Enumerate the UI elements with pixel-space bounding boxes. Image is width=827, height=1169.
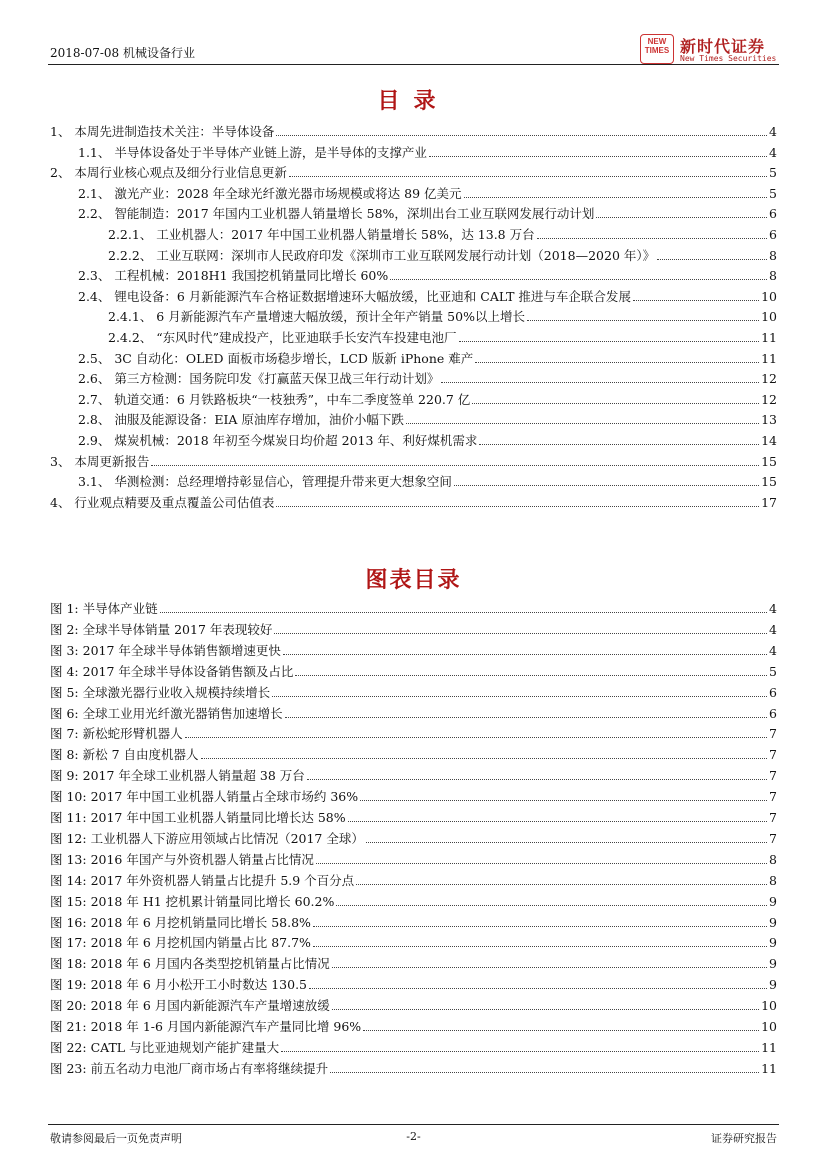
figure-entry-page: 9 xyxy=(769,977,777,993)
figure-entry-text: 图 3: 2017 年全球半导体销售额增速更快 xyxy=(50,642,281,658)
dot-leader xyxy=(406,423,759,424)
figure-entry[interactable] xyxy=(50,764,777,784)
figure-entry-text: 图 9: 2017 年全球工业机器人销量超 38 万台 xyxy=(50,768,305,784)
figure-entry-page: 9 xyxy=(769,893,777,909)
toc-entry-page: 5 xyxy=(769,185,777,201)
figure-entry[interactable] xyxy=(50,743,777,763)
dot-leader xyxy=(185,737,767,738)
toc-entry-page: 8 xyxy=(769,268,777,284)
dot-leader xyxy=(464,197,768,198)
dot-leader xyxy=(360,800,767,801)
toc-entry[interactable] xyxy=(78,388,777,408)
toc-entry-text: 2.4、 锂电设备：6 月新能源汽车合格证数据增速环大幅放缓，比亚迪和 CALT 推进与车企联合发展 xyxy=(78,288,631,304)
figure-entry-text: 图 10: 2017 年中国工业机器人销量占全球市场约 36% xyxy=(50,789,359,805)
figure-entry-page: 7 xyxy=(769,768,777,784)
toc-entry-text: 1、 本周先进制造技术关注：半导体设备 xyxy=(50,124,275,139)
toc-entry-text: 2.1、 激光产业：2028 年全球光纤激光器市场规模或将达 89 亿美元 xyxy=(78,185,462,201)
toc-entry-page: 14 xyxy=(761,433,777,448)
figure-entry-page: 4 xyxy=(769,642,777,658)
figure-entry-page: 11 xyxy=(761,1039,777,1055)
toc-entry[interactable] xyxy=(108,326,777,346)
figure-entry-page: 11 xyxy=(761,1060,777,1076)
figure-entry-text: 图 1: 半导体产业链 xyxy=(50,601,158,616)
toc-entry[interactable] xyxy=(50,491,777,511)
logo-en-text: New Times Securities xyxy=(680,54,777,63)
toc-entry-text: 3.1、 华测检测：总经理增持彰显信心，管理提升带来更大想象空间 xyxy=(78,474,452,490)
figure-entry-page: 7 xyxy=(769,830,777,846)
figure-entry-page: 4 xyxy=(769,601,777,616)
dot-leader xyxy=(441,382,759,383)
toc-entry-page: 10 xyxy=(761,288,777,304)
dot-leader xyxy=(307,779,767,780)
toc-entry[interactable] xyxy=(78,347,777,367)
figure-entry-text: 图 8: 新松 7 自由度机器人 xyxy=(50,747,199,763)
header-rule xyxy=(48,64,779,65)
toc-entry-text: 2.2.1、 工业机器人：2017 年中国工业机器人销量增长 58%，达 13.8 万台 xyxy=(108,227,535,242)
toc-entry-text: 2.4.2、 “东风时代”建成投产，比亚迪联手长安汽车投建电池厂 xyxy=(108,330,457,345)
dot-leader xyxy=(316,863,767,864)
dot-leader xyxy=(356,884,767,885)
figure-entry-page: 5 xyxy=(769,663,777,679)
figure-entry-text: 图 14: 2017 年外资机器人销量占比提升 5.9 个百分点 xyxy=(50,872,355,888)
figure-entry[interactable] xyxy=(50,952,777,972)
figure-entry-page: 10 xyxy=(761,998,777,1014)
toc-entry[interactable] xyxy=(78,470,777,490)
figure-entry-page: 9 xyxy=(769,914,777,930)
dot-leader xyxy=(276,506,759,507)
figure-entry-page: 6 xyxy=(769,684,777,700)
figure-entry[interactable] xyxy=(50,618,777,638)
toc-entry[interactable] xyxy=(78,285,777,305)
figure-entry[interactable] xyxy=(50,911,777,931)
figure-entry[interactable] xyxy=(50,848,777,868)
toc-entry-page: 15 xyxy=(761,474,777,490)
toc-entry-text: 2.2.2、 工业互联网：深圳市人民政府印发《深圳市工业互联网发展行动计划（2018—2020 年）》 xyxy=(108,247,656,263)
toc-entry-text: 2.7、 轨道交通：6 月铁路板块“一枝独秀”，中车二季度签单 220.7 亿 xyxy=(78,391,471,407)
figure-entry-text: 图 18: 2018 年 6 月国内各类型挖机销量占比情况 xyxy=(50,956,330,972)
toc-entry-page: 6 xyxy=(769,206,777,222)
header-date-industry: 2018-07-08 机械设备行业 xyxy=(50,46,196,60)
dot-leader xyxy=(537,238,767,239)
toc-entry-page: 12 xyxy=(761,391,777,407)
figure-entry[interactable] xyxy=(50,1036,777,1056)
footer-rule xyxy=(48,1124,779,1125)
figure-entry-page: 8 xyxy=(769,872,777,888)
toc-entry[interactable] xyxy=(78,408,777,428)
figure-entry[interactable] xyxy=(50,806,777,826)
dot-leader xyxy=(633,300,759,301)
logo-cn-text: 新时代证券 xyxy=(680,37,766,56)
figure-entry-text: 图 23: 前五名动力电池厂商市场占有率将继续提升 xyxy=(50,1060,329,1076)
figure-entry[interactable] xyxy=(50,890,777,910)
figure-entry[interactable] xyxy=(50,681,777,701)
toc-entry[interactable] xyxy=(78,264,777,284)
toc-entry-page: 4 xyxy=(769,144,777,160)
dot-leader xyxy=(283,654,767,655)
figure-entry[interactable] xyxy=(50,1015,777,1035)
figure-entry-page: 9 xyxy=(769,956,777,972)
dot-leader xyxy=(272,696,767,697)
toc-entry-page: 4 xyxy=(769,124,777,139)
toc-entry-text: 3、 本周更新报告 xyxy=(50,453,150,469)
dot-leader xyxy=(596,217,767,218)
figure-entry-page: 9 xyxy=(769,935,777,951)
dot-leader xyxy=(348,821,767,822)
figure-entry[interactable] xyxy=(50,994,777,1014)
dot-leader xyxy=(459,341,760,342)
dot-leader xyxy=(472,403,759,404)
figure-entry-text: 图 15: 2018 年 H1 挖机累计销量同比增长 60.2% xyxy=(50,893,335,909)
figure-entry-text: 图 6: 全球工业用光纤激光器销售加速增长 xyxy=(50,705,283,721)
toc-entry[interactable] xyxy=(108,244,777,264)
dot-leader xyxy=(274,633,767,634)
figure-entry-text: 图 19: 2018 年 6 月小松开工小时数达 130.5 xyxy=(50,977,308,993)
figure-entry-page: 7 xyxy=(769,810,777,825)
toc-entry-text: 2.5、 3C 自动化：OLED 面板市场稳步增长，LCD 版新 iPhone 难产 xyxy=(78,350,474,366)
toc-entry[interactable] xyxy=(78,202,777,222)
figure-entry[interactable] xyxy=(50,660,777,680)
toc-entry-page: 11 xyxy=(761,350,777,366)
dot-leader xyxy=(313,946,767,947)
figure-entry[interactable] xyxy=(50,973,777,993)
toc-entry-page: 8 xyxy=(769,247,777,263)
figure-entry[interactable] xyxy=(50,931,777,951)
footer-report-type: 证券研究报告 xyxy=(711,1132,777,1145)
toc-entry-page: 10 xyxy=(761,309,777,325)
toc-entry-text: 4、 行业观点精要及重点覆盖公司估值表 xyxy=(50,494,275,510)
figure-entry-text: 图 5: 全球激光器行业收入规模持续增长 xyxy=(50,684,271,700)
figure-entry-text: 图 17: 2018 年 6 月挖机国内销量占比 87.7% xyxy=(50,935,311,951)
dot-leader xyxy=(289,176,767,177)
figure-entry-text: 图 11: 2017 年中国工业机器人销量同比增长达 58% xyxy=(50,810,346,825)
toc-entry-page: 11 xyxy=(761,330,777,345)
dot-leader xyxy=(336,905,767,906)
figure-entry-text: 图 7: 新松蛇形臂机器人 xyxy=(50,726,183,742)
figure-entry[interactable] xyxy=(50,1057,777,1077)
dot-leader xyxy=(330,1072,759,1073)
figure-entry[interactable] xyxy=(50,639,777,659)
toc-entry-text: 2.6、 第三方检测：国务院印发《打赢蓝天保卫战三年行动计划》 xyxy=(78,371,440,387)
toc-entry[interactable] xyxy=(108,223,777,243)
figure-entry-page: 4 xyxy=(769,621,777,637)
dot-leader xyxy=(454,485,759,486)
dot-leader xyxy=(151,465,759,466)
toc-entry-page: 17 xyxy=(761,494,777,510)
dot-leader xyxy=(332,967,767,968)
footer-disclaimer: 敬请参阅最后一页免责声明 xyxy=(50,1132,182,1145)
toc-entry-text: 2.9、 煤炭机械：2018 年初至今煤炭日均价超 2013 年、利好煤机需求 xyxy=(78,433,478,448)
figure-entry-text: 图 4: 2017 年全球半导体设备销售额及占比 xyxy=(50,663,294,679)
figure-entry-text: 图 16: 2018 年 6 月挖机销量同比增长 58.8% xyxy=(50,914,311,930)
toc-entry-page: 15 xyxy=(761,453,777,469)
dot-leader xyxy=(281,1051,759,1052)
figures-title: 图表目录 xyxy=(365,568,462,593)
page-number: -2- xyxy=(406,1130,421,1143)
toc-entry[interactable] xyxy=(50,120,777,140)
toc-entry-page: 5 xyxy=(769,165,777,181)
toc-entry-text: 2.8、 油服及能源设备：EIA 原油库存增加，油价小幅下跌 xyxy=(78,412,404,428)
dot-leader xyxy=(309,988,767,989)
dot-leader xyxy=(332,1009,759,1010)
figure-entry-page: 7 xyxy=(769,726,777,742)
dot-leader xyxy=(201,758,768,759)
figure-entry-text: 图 13: 2016 年国产与外资机器人销量占比情况 xyxy=(50,851,314,867)
toc-entry-text: 2.4.1、 6 月新能源汽车产量增速大幅放缓，预计全年产销量 50%以上增长 xyxy=(108,309,525,325)
figure-entry[interactable] xyxy=(50,702,777,722)
toc-entry-page: 6 xyxy=(769,227,777,242)
toc-entry[interactable] xyxy=(50,450,777,470)
toc-entry-page: 13 xyxy=(761,412,777,428)
toc-entry[interactable] xyxy=(78,367,777,387)
figure-entry[interactable] xyxy=(50,597,777,617)
toc-entry[interactable] xyxy=(108,305,777,325)
dot-leader xyxy=(475,362,759,363)
dot-leader xyxy=(276,135,767,136)
dot-leader xyxy=(527,320,759,321)
logo-badge-icon: NEW TIMES xyxy=(640,34,674,64)
toc-entry-page: 12 xyxy=(761,371,777,387)
figure-entry[interactable] xyxy=(50,722,777,742)
toc-entry[interactable] xyxy=(78,429,777,449)
toc-entry-text: 2.3、 工程机械：2018H1 我国挖机销量同比增长 60% xyxy=(78,268,389,284)
figure-entry-text: 图 22: CATL 与比亚迪规划产能扩建量大 xyxy=(50,1039,280,1055)
dot-leader xyxy=(657,259,767,260)
figure-entry[interactable] xyxy=(50,869,777,889)
toc-entry-text: 1.1、 半导体设备处于半导体产业链上游，是半导体的支撑产业 xyxy=(78,144,427,160)
toc-title: 目录 xyxy=(377,89,450,114)
figure-entry-text: 图 12: 工业机器人下游应用领域占比情况（2017 全球） xyxy=(50,830,364,846)
company-logo xyxy=(640,34,780,66)
dot-leader xyxy=(366,842,767,843)
toc-entry-text: 2、 本周行业核心观点及细分行业信息更新 xyxy=(50,165,287,181)
dot-leader xyxy=(363,1030,759,1031)
toc-entry-text: 2.2、 智能制造：2017 年国内工业机器人销量增长 58%，深圳出台工业互联网发展行动计划 xyxy=(78,206,595,222)
dot-leader xyxy=(479,444,759,445)
figure-entry[interactable] xyxy=(50,785,777,805)
figure-entry-text: 图 21: 2018 年 1-6 月国内新能源汽车产量同比增 96% xyxy=(50,1019,362,1034)
dot-leader xyxy=(285,717,767,718)
figure-entry-page: 10 xyxy=(761,1019,777,1034)
figure-entry-page: 8 xyxy=(769,851,777,867)
dot-leader xyxy=(295,675,767,676)
dot-leader xyxy=(313,926,767,927)
dot-leader xyxy=(429,156,767,157)
figure-entry-page: 7 xyxy=(769,789,777,805)
toc-entry[interactable] xyxy=(78,141,777,161)
dot-leader xyxy=(390,279,767,280)
figure-entry-page: 7 xyxy=(769,747,777,763)
figure-entry-page: 6 xyxy=(769,705,777,721)
figure-entry-text: 图 2: 全球半导体销量 2017 年表现较好 xyxy=(50,621,273,637)
figure-entry-text: 图 20: 2018 年 6 月国内新能源汽车产量增速放缓 xyxy=(50,998,330,1014)
toc-entry[interactable] xyxy=(78,182,777,202)
toc-entry[interactable] xyxy=(50,161,777,181)
dot-leader xyxy=(160,612,767,613)
figure-entry[interactable] xyxy=(50,827,777,847)
